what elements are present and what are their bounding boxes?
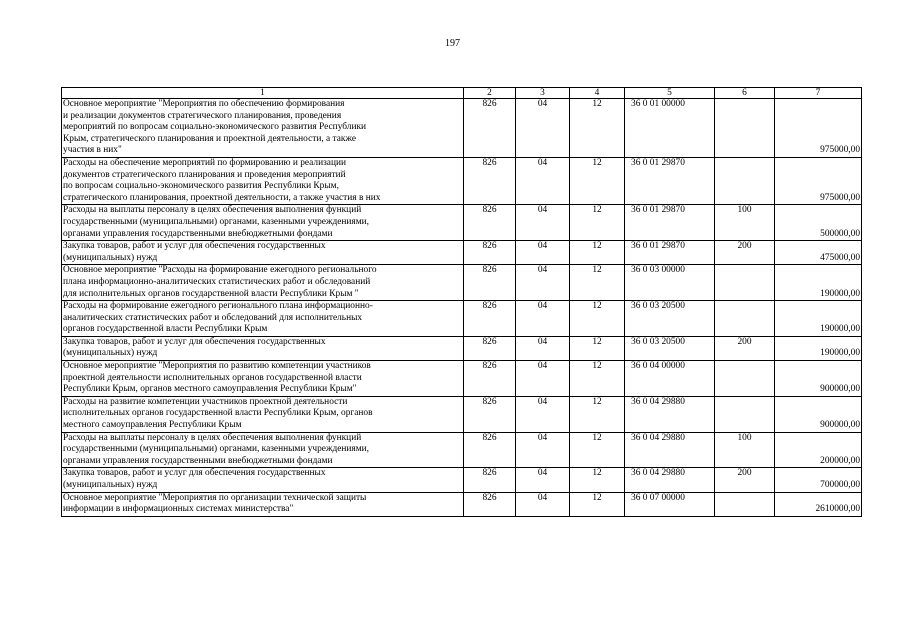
ministry-code-cell: 826 <box>464 265 516 301</box>
expense-type-cell <box>715 265 775 301</box>
row-name-line: государственными (муниципальными) органами, казенными учреждениями, <box>63 216 370 227</box>
row-name-line: (муниципальных) нужд <box>63 348 158 359</box>
row-name-line: Закупка товаров, работ и услуг для обеспечения государственных <box>63 241 326 252</box>
page-number: 197 <box>445 38 460 49</box>
subsection-code-cell: 12 <box>570 361 625 397</box>
expense-type-cell: 100 <box>715 205 775 241</box>
subsection-code-cell: 12 <box>570 468 625 492</box>
amount-cell: 2610000,00 <box>775 492 862 516</box>
subsection-code-cell: 12 <box>570 265 625 301</box>
column-header-3: 3 <box>516 88 570 99</box>
subsection-code-cell: 12 <box>570 336 625 360</box>
ministry-code-cell: 826 <box>464 99 516 158</box>
ministry-code-cell: 826 <box>464 301 516 337</box>
expense-type-cell <box>715 301 775 337</box>
row-name-line: местного самоуправления Республики Крым <box>63 420 242 431</box>
expense-type-cell <box>715 361 775 397</box>
section-code-cell: 04 <box>516 396 570 432</box>
column-header-2: 2 <box>464 88 516 99</box>
table-row <box>62 468 862 492</box>
expense-type-cell: 200 <box>715 241 775 265</box>
expense-type-cell <box>715 157 775 204</box>
expense-type-cell: 200 <box>715 336 775 360</box>
table-row <box>62 432 862 468</box>
row-name-line: органами управления государственными внебюджетными фондами <box>63 455 333 466</box>
amount-cell: 975000,00 <box>775 157 862 204</box>
row-name-line: государственными (муниципальными) органами, казенными учреждениями, <box>63 444 370 455</box>
row-name-line: Крым, стратегического планирования и проектной деятельности, а также <box>63 133 356 144</box>
ministry-code-cell: 826 <box>464 361 516 397</box>
row-name-line: (муниципальных) нужд <box>63 480 158 490</box>
row-name-cell <box>62 205 464 241</box>
section-code-cell: 04 <box>516 205 570 241</box>
target-article-cell: 36 0 04 29880 <box>625 468 715 492</box>
ministry-code-cell: 826 <box>464 205 516 241</box>
expense-type-cell <box>715 492 775 516</box>
expense-type-cell <box>715 99 775 158</box>
target-article-cell: 36 0 03 20500 <box>625 301 715 337</box>
section-code-cell: 04 <box>516 241 570 265</box>
table-row <box>62 301 862 337</box>
row-name-line: Закупка товаров, работ и услуг для обеспечения государственных <box>63 468 326 479</box>
amount-cell: 975000,00 <box>775 99 862 158</box>
row-name-line: Республики Крым, органов местного самоуправления Республики Крым" <box>63 384 357 395</box>
row-name-cell <box>62 396 464 432</box>
subsection-code-cell: 12 <box>570 432 625 468</box>
subsection-code-cell: 12 <box>570 157 625 204</box>
row-name-line: органов государственной власти Республики Крым <box>63 324 268 335</box>
row-name-line: Расходы на выплаты персоналу в целях обеспечения выполнения функций <box>63 432 362 443</box>
amount-cell: 190000,00 <box>775 336 862 360</box>
row-name-line: Расходы на обеспечение мероприятий по формированию и реализации <box>63 157 347 168</box>
table-row <box>62 241 862 265</box>
table-row <box>62 265 862 301</box>
row-name-cell <box>62 99 464 158</box>
column-header-4: 4 <box>570 88 625 99</box>
section-code-cell: 04 <box>516 265 570 301</box>
table-row <box>62 492 862 516</box>
section-code-cell: 04 <box>516 432 570 468</box>
row-name-cell <box>62 301 464 337</box>
target-article-cell: 36 0 04 29880 <box>625 396 715 432</box>
ministry-code-cell: 826 <box>464 432 516 468</box>
target-article-cell: 36 0 07 00000 <box>625 492 715 516</box>
row-name-line: Расходы на развитие компетенции участников проектной деятельности <box>63 396 348 407</box>
row-name-line: для исполнительных органов государственной власти Республики Крым " <box>63 288 359 299</box>
row-name-line: аналитических статистических работ и обследований для исполнительных <box>63 312 363 323</box>
table-row <box>62 361 862 397</box>
row-name-line: (муниципальных) нужд <box>63 252 158 263</box>
expense-type-cell <box>715 396 775 432</box>
column-header-7: 7 <box>775 88 862 99</box>
section-code-cell: 04 <box>516 336 570 360</box>
row-name-cell <box>62 432 464 468</box>
table-header-row <box>62 88 862 99</box>
row-name-cell <box>62 361 464 397</box>
row-name-cell <box>62 265 464 301</box>
row-name-line: проектной деятельности исполнительных органов государственной власти <box>63 372 362 383</box>
section-code-cell: 04 <box>516 99 570 158</box>
row-name-line: Закупка товаров, работ и услуг для обеспечения государственных <box>63 336 326 347</box>
row-name-line: плана информационно-аналитических статистических работ и обследований <box>63 276 371 287</box>
column-header-6: 6 <box>715 88 775 99</box>
row-name-line: Основное мероприятие "Мероприятия по организации технической защиты <box>63 492 367 503</box>
subsection-code-cell: 12 <box>570 301 625 337</box>
column-header-1: 1 <box>62 88 464 99</box>
ministry-code-cell: 826 <box>464 396 516 432</box>
target-article-cell: 36 0 01 29870 <box>625 157 715 204</box>
expense-type-cell: 100 <box>715 432 775 468</box>
row-name-line: участия в них" <box>63 145 122 156</box>
row-name-line: Расходы на выплаты персоналу в целях обеспечения выполнения функций <box>63 205 362 216</box>
row-name-line: стратегического планирования, проектной деятельности, а также участия в них <box>63 192 381 203</box>
row-name-cell <box>62 241 464 265</box>
target-article-cell: 36 0 03 00000 <box>625 265 715 301</box>
row-name-cell <box>62 157 464 204</box>
row-name-cell <box>62 492 464 516</box>
section-code-cell: 04 <box>516 361 570 397</box>
row-name-line: мероприятий по вопросам социально-экономического развития Республики <box>63 122 367 133</box>
ministry-code-cell: 826 <box>464 336 516 360</box>
target-article-cell: 36 0 01 29870 <box>625 205 715 241</box>
target-article-cell: 36 0 01 29870 <box>625 241 715 265</box>
subsection-code-cell: 12 <box>570 492 625 516</box>
amount-cell: 500000,00 <box>775 205 862 241</box>
row-name-line: органами управления государственными внебюджетными фондами <box>63 228 333 239</box>
row-name-line: Основное мероприятие "Мероприятия по обеспечению формирования <box>63 99 345 109</box>
row-name-line: документов стратегического планирования и проведения мероприятий <box>63 169 346 180</box>
ministry-code-cell: 826 <box>464 492 516 516</box>
section-code-cell: 04 <box>516 492 570 516</box>
target-article-cell: 36 0 04 00000 <box>625 361 715 397</box>
subsection-code-cell: 12 <box>570 205 625 241</box>
table-row <box>62 99 862 158</box>
amount-cell: 900000,00 <box>775 361 862 397</box>
row-name-line: и реализации документов стратегического планирования, проведения <box>63 110 342 121</box>
amount-cell: 475000,00 <box>775 241 862 265</box>
row-name-cell <box>62 468 464 492</box>
subsection-code-cell: 12 <box>570 99 625 158</box>
table-row <box>62 396 862 432</box>
ministry-code-cell: 826 <box>464 468 516 492</box>
amount-cell: 900000,00 <box>775 396 862 432</box>
target-article-cell: 36 0 01 00000 <box>625 99 715 158</box>
row-name-line: Расходы на формирование ежегодного регионального плана информационно- <box>63 301 373 312</box>
section-code-cell: 04 <box>516 301 570 337</box>
table-row <box>62 336 862 360</box>
column-header-5: 5 <box>625 88 715 99</box>
row-name-cell <box>62 336 464 360</box>
amount-cell: 700000,00 <box>775 468 862 492</box>
row-name-line: по вопросам социально-экономического развития Республики Крым, <box>63 181 339 192</box>
row-name-line: информации в информационных системах министерства" <box>63 504 294 515</box>
target-article-cell: 36 0 03 20500 <box>625 336 715 360</box>
ministry-code-cell: 826 <box>464 157 516 204</box>
section-code-cell: 04 <box>516 468 570 492</box>
amount-cell: 190000,00 <box>775 265 862 301</box>
row-name-line: исполнительных органов государственной власти Республики Крым, органов <box>63 408 373 419</box>
target-article-cell: 36 0 04 29880 <box>625 432 715 468</box>
table-row <box>62 205 862 241</box>
expense-type-cell: 200 <box>715 468 775 492</box>
row-name-line: Основное мероприятие "Расходы на формирование ежегодного регионального <box>63 265 377 276</box>
amount-cell: 190000,00 <box>775 301 862 337</box>
budget-table <box>61 87 862 517</box>
amount-cell: 200000,00 <box>775 432 862 468</box>
row-name-line: Основное мероприятие "Мероприятия по развитию компетенции участников <box>63 361 371 372</box>
subsection-code-cell: 12 <box>570 396 625 432</box>
table-row <box>62 157 862 204</box>
ministry-code-cell: 826 <box>464 241 516 265</box>
subsection-code-cell: 12 <box>570 241 625 265</box>
section-code-cell: 04 <box>516 157 570 204</box>
